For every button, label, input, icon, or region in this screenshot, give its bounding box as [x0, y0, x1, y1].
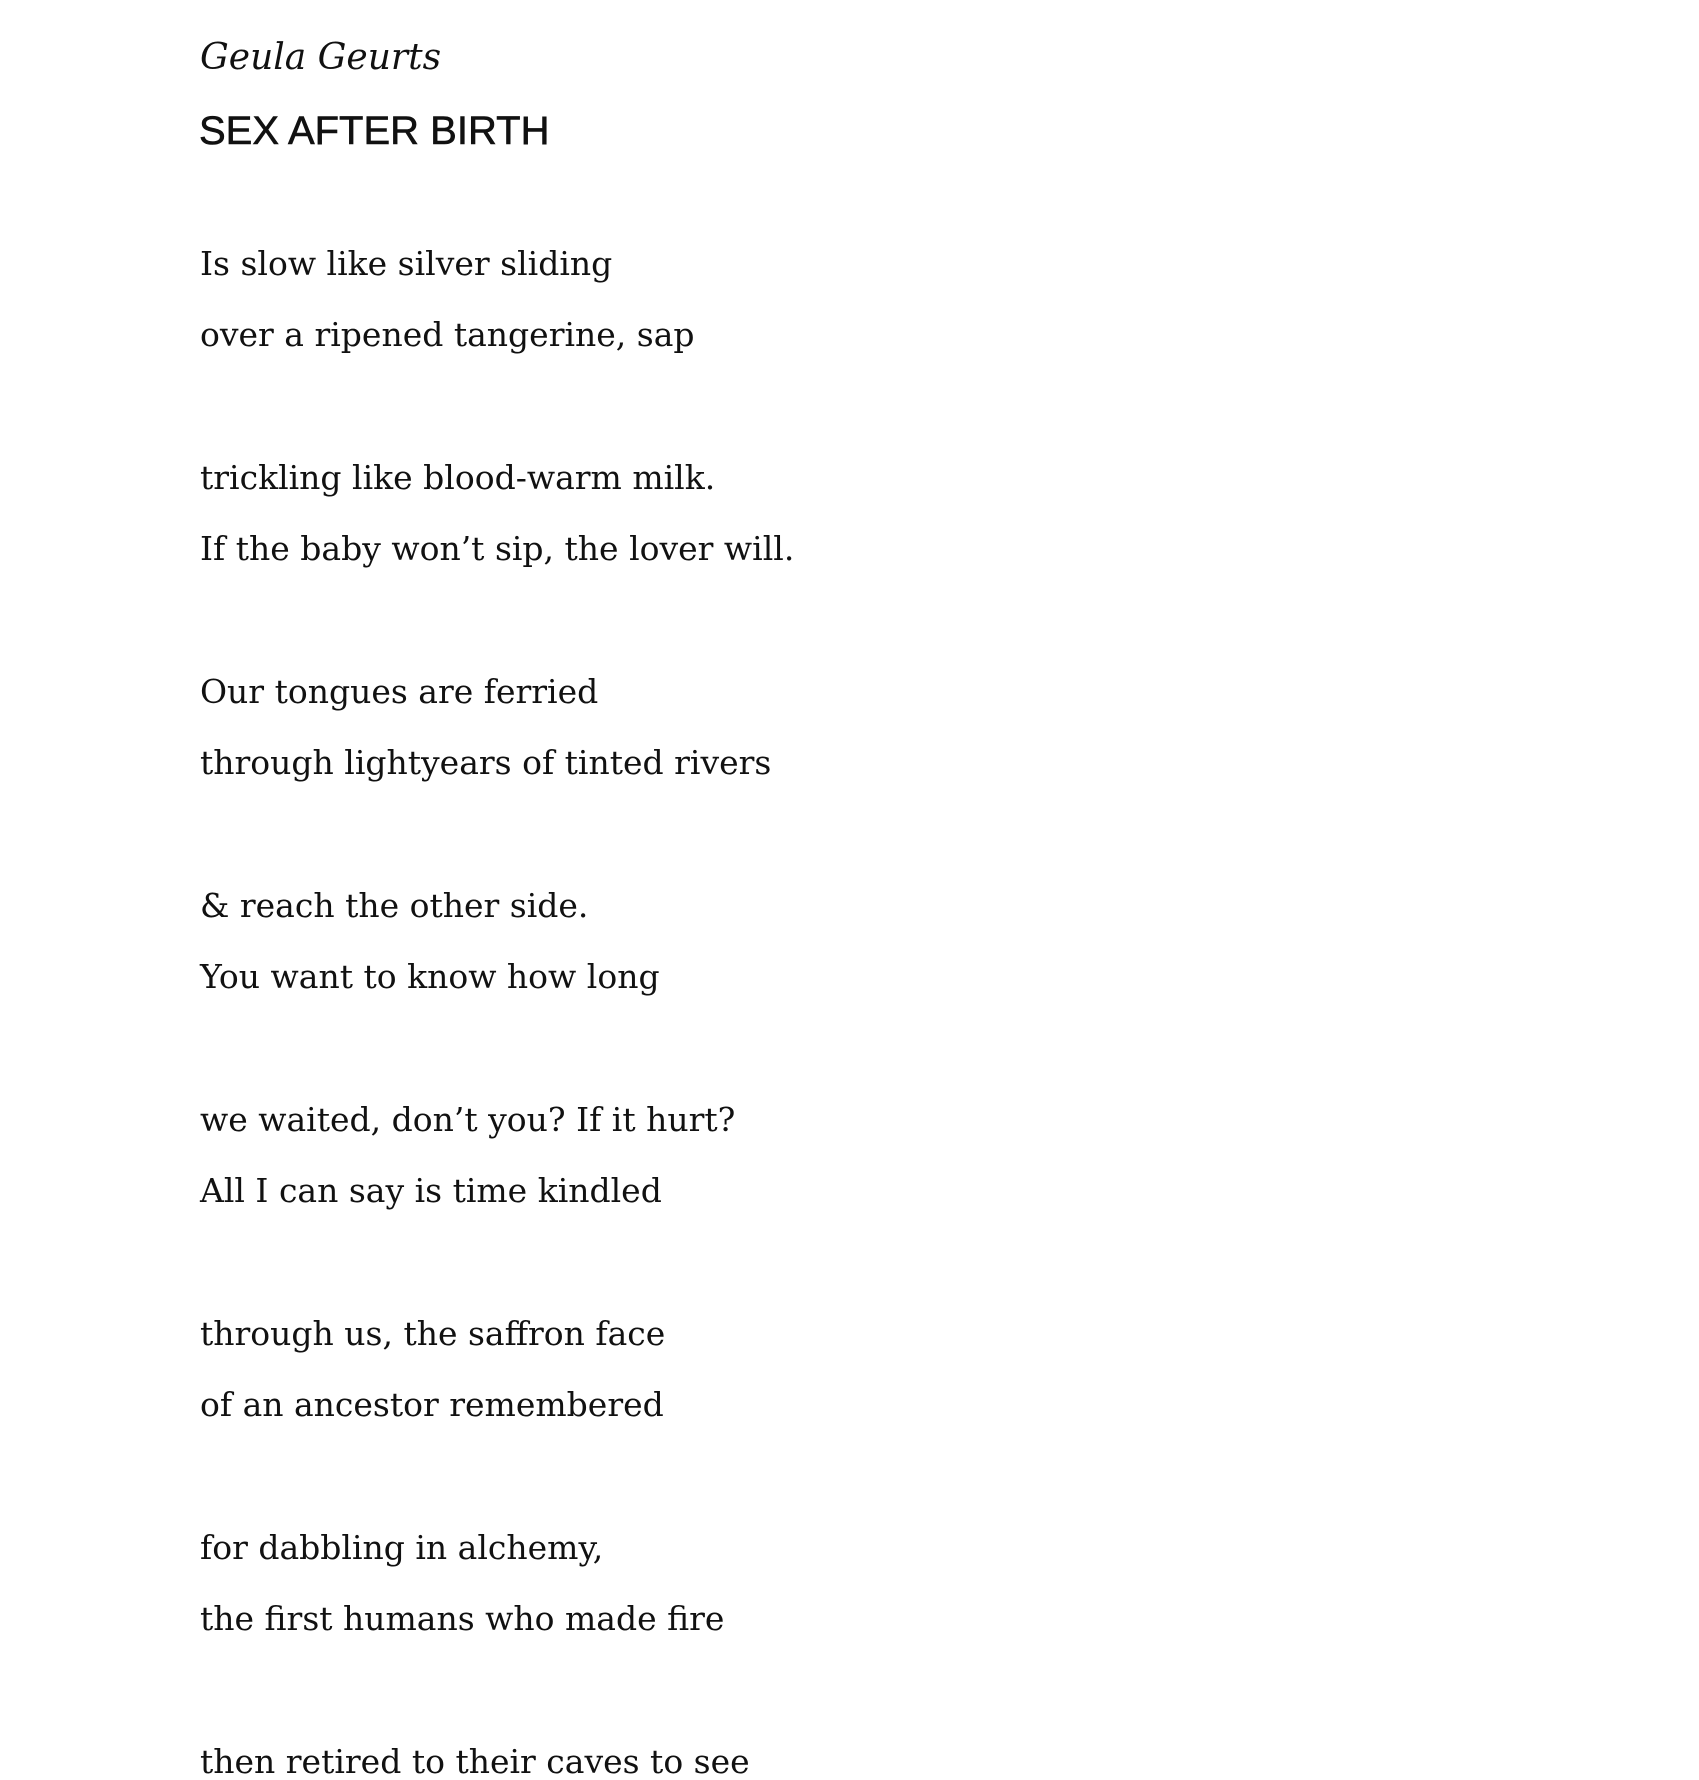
poem-line: through us, the saffron face — [200, 1314, 666, 1353]
poem-line: the first humans who made fire — [200, 1599, 725, 1638]
poem-line: for dabbling in alchemy, — [200, 1528, 604, 1567]
poem-line: Is slow like silver sliding — [200, 244, 613, 283]
poem-line: & reach the other side. — [200, 886, 589, 925]
poem-line: If the baby won’t sip, the lover will. — [200, 529, 795, 568]
poem-line: through lightyears of tinted rivers — [200, 743, 772, 782]
poem-line: You want to know how long — [200, 957, 660, 996]
poem-line: then retired to their caves to see — [200, 1742, 750, 1780]
poem-line: over a ripened tangerine, sap — [200, 315, 695, 354]
poem-line: Our tongues are ferried — [200, 672, 599, 711]
poem-line: trickling like blood-warm milk. — [200, 458, 716, 497]
poem-title: SEX AFTER BIRTH — [199, 109, 550, 153]
poem-line: of an ancestor remembered — [200, 1385, 664, 1424]
author-name: Geula Geurts — [200, 37, 442, 78]
poem-line: we waited, don’t you? If it hurt? — [200, 1100, 736, 1139]
poem-line: All I can say is time kindled — [200, 1171, 662, 1210]
